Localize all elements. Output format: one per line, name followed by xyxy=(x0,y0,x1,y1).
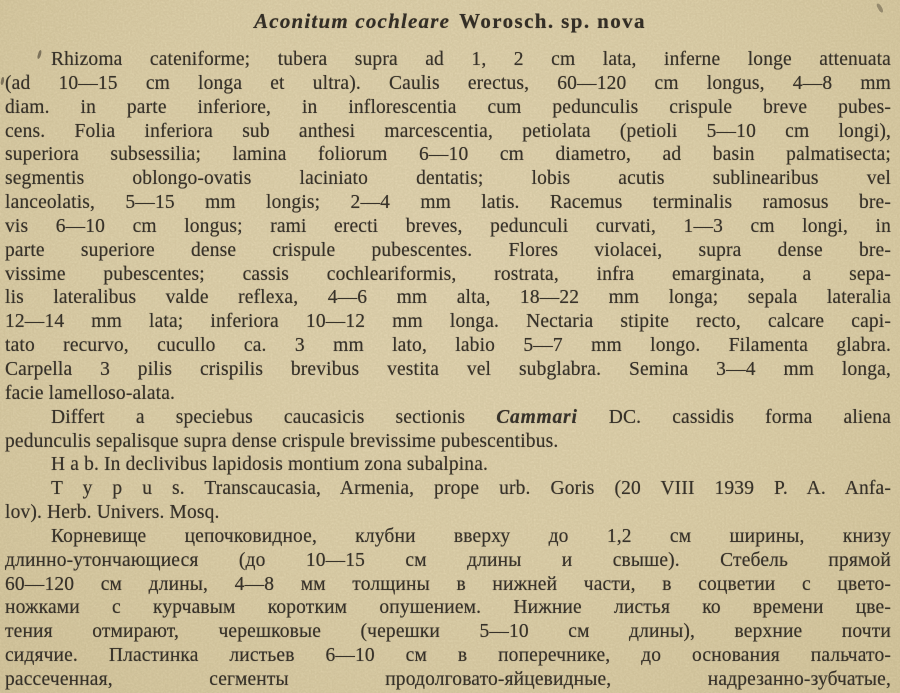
text-line: lov). Herb. Univers. Mosq. xyxy=(5,502,220,524)
text-line: H a b. In declivibus lapidosis montium zona subalpina. xyxy=(51,454,489,476)
text-line: Корневище цепочковидное, клубни вверху до 1,2 см ширины, книзу xyxy=(51,525,891,547)
section-name-cammari: Cammari xyxy=(496,406,578,428)
text-line: 60—120 см длины, 4—8 мм толщины в нижней части, в соцветии с цвето- xyxy=(5,573,891,595)
text-line: segmentis oblongo-ovatis laciniato dentatis; lobis acutis sublinearibus vel xyxy=(5,168,891,190)
text-line: parte superiore dense crispule pubescentes. Flores violacei, supra dense bre- xyxy=(5,239,891,261)
text-line: 12—14 mm lata; inferiora 10—12 mm longa. Nectaria stipite recto, calcare capi- xyxy=(5,311,891,333)
text-line: T y p u s. Transcaucasia, Armenia, prope urb. Goris (20 VIII 1939 P. A. Anfa- xyxy=(51,478,891,500)
description-text xyxy=(0,41,900,692)
text-line: diam. in parte inferiore, in inflorescentia cum pedunculis crispule breve pubes- xyxy=(5,96,891,118)
text-line: cens. Folia inferiora sub anthesi marcescentia, petiolata (petioli 5—10 cm longi), xyxy=(5,120,891,142)
text-line: pedunculis sepalisque supra dense crispule brevissime pubescentibus. xyxy=(5,430,559,452)
text-line: рассеченная, сегменты продолговато-яйцевидные, надрезанно-зубчатые, xyxy=(5,668,891,690)
text-line: lanceolatis, 5—15 mm longis; 2—4 mm latis. Racemus terminalis ramosus bre- xyxy=(5,192,891,214)
paragraph-differt-note xyxy=(5,406,891,454)
text-line: ножками с курчавым коротким опушением. Нижние листья ко времени цве- xyxy=(5,597,891,619)
text-line: (ad 10—15 cm longa et ultra). Caulis erectus, 60—120 cm longus, 4—8 mm xyxy=(5,72,891,94)
paragraph-latin-diagnosis xyxy=(5,48,891,406)
text-line: superiora subsessilia; lamina foliorum 6—10 cm diametro, ad basin palmatisecta; xyxy=(5,144,891,166)
text-line: Rhizoma cateniforme; tubera supra ad 1, 2 cm lata, inferne longe attenuata xyxy=(51,49,891,70)
text-line: длинно-утончающиеся (до 10—15 см длины и свыше). Стебель прямой xyxy=(5,549,891,571)
paragraph-typus xyxy=(5,477,891,525)
paragraph-russian-description xyxy=(5,525,891,692)
paragraph-habitat xyxy=(5,453,891,477)
text-line: vissime pubescentes; cassis cochleariformis, rostrata, infra emarginata, a sepa- xyxy=(5,263,891,285)
text-line: Carpella 3 pilis crispilis brevibus vestita vel subglabra. Semina 3—4 mm longa, xyxy=(5,358,891,380)
species-authority: Worosch. sp. nova xyxy=(459,9,646,33)
text-line xyxy=(5,406,891,430)
differt-text-pre: Differt a speciebus caucasicis sectionis xyxy=(51,406,497,428)
text-line: facie lamelloso-alata. xyxy=(5,382,176,404)
text-line: vis 6—10 cm longus; rami erecti breves, pedunculi curvati, 1—3 cm longi, in xyxy=(5,215,891,237)
differt-text-post: DC. cassidis forma aliena xyxy=(577,406,891,428)
species-heading xyxy=(0,0,900,41)
species-name: Aconitum cochleare xyxy=(254,9,451,33)
text-line: тения отмирают, черешковые (черешки 5—10 см длины), верхние почти xyxy=(5,621,891,643)
text-line: lis lateralibus valde reflexa, 4—6 mm alta, 18—22 mm longa; sepala lateralia xyxy=(5,287,891,309)
text-line: tato recurvo, cucullo ca. 3 mm lato, labio 5—7 mm longo. Filamenta glabra. xyxy=(5,335,891,357)
text-line: сидячие. Пластинка листьев 6—10 см в поперечнике, до основания пальчато- xyxy=(5,645,891,667)
